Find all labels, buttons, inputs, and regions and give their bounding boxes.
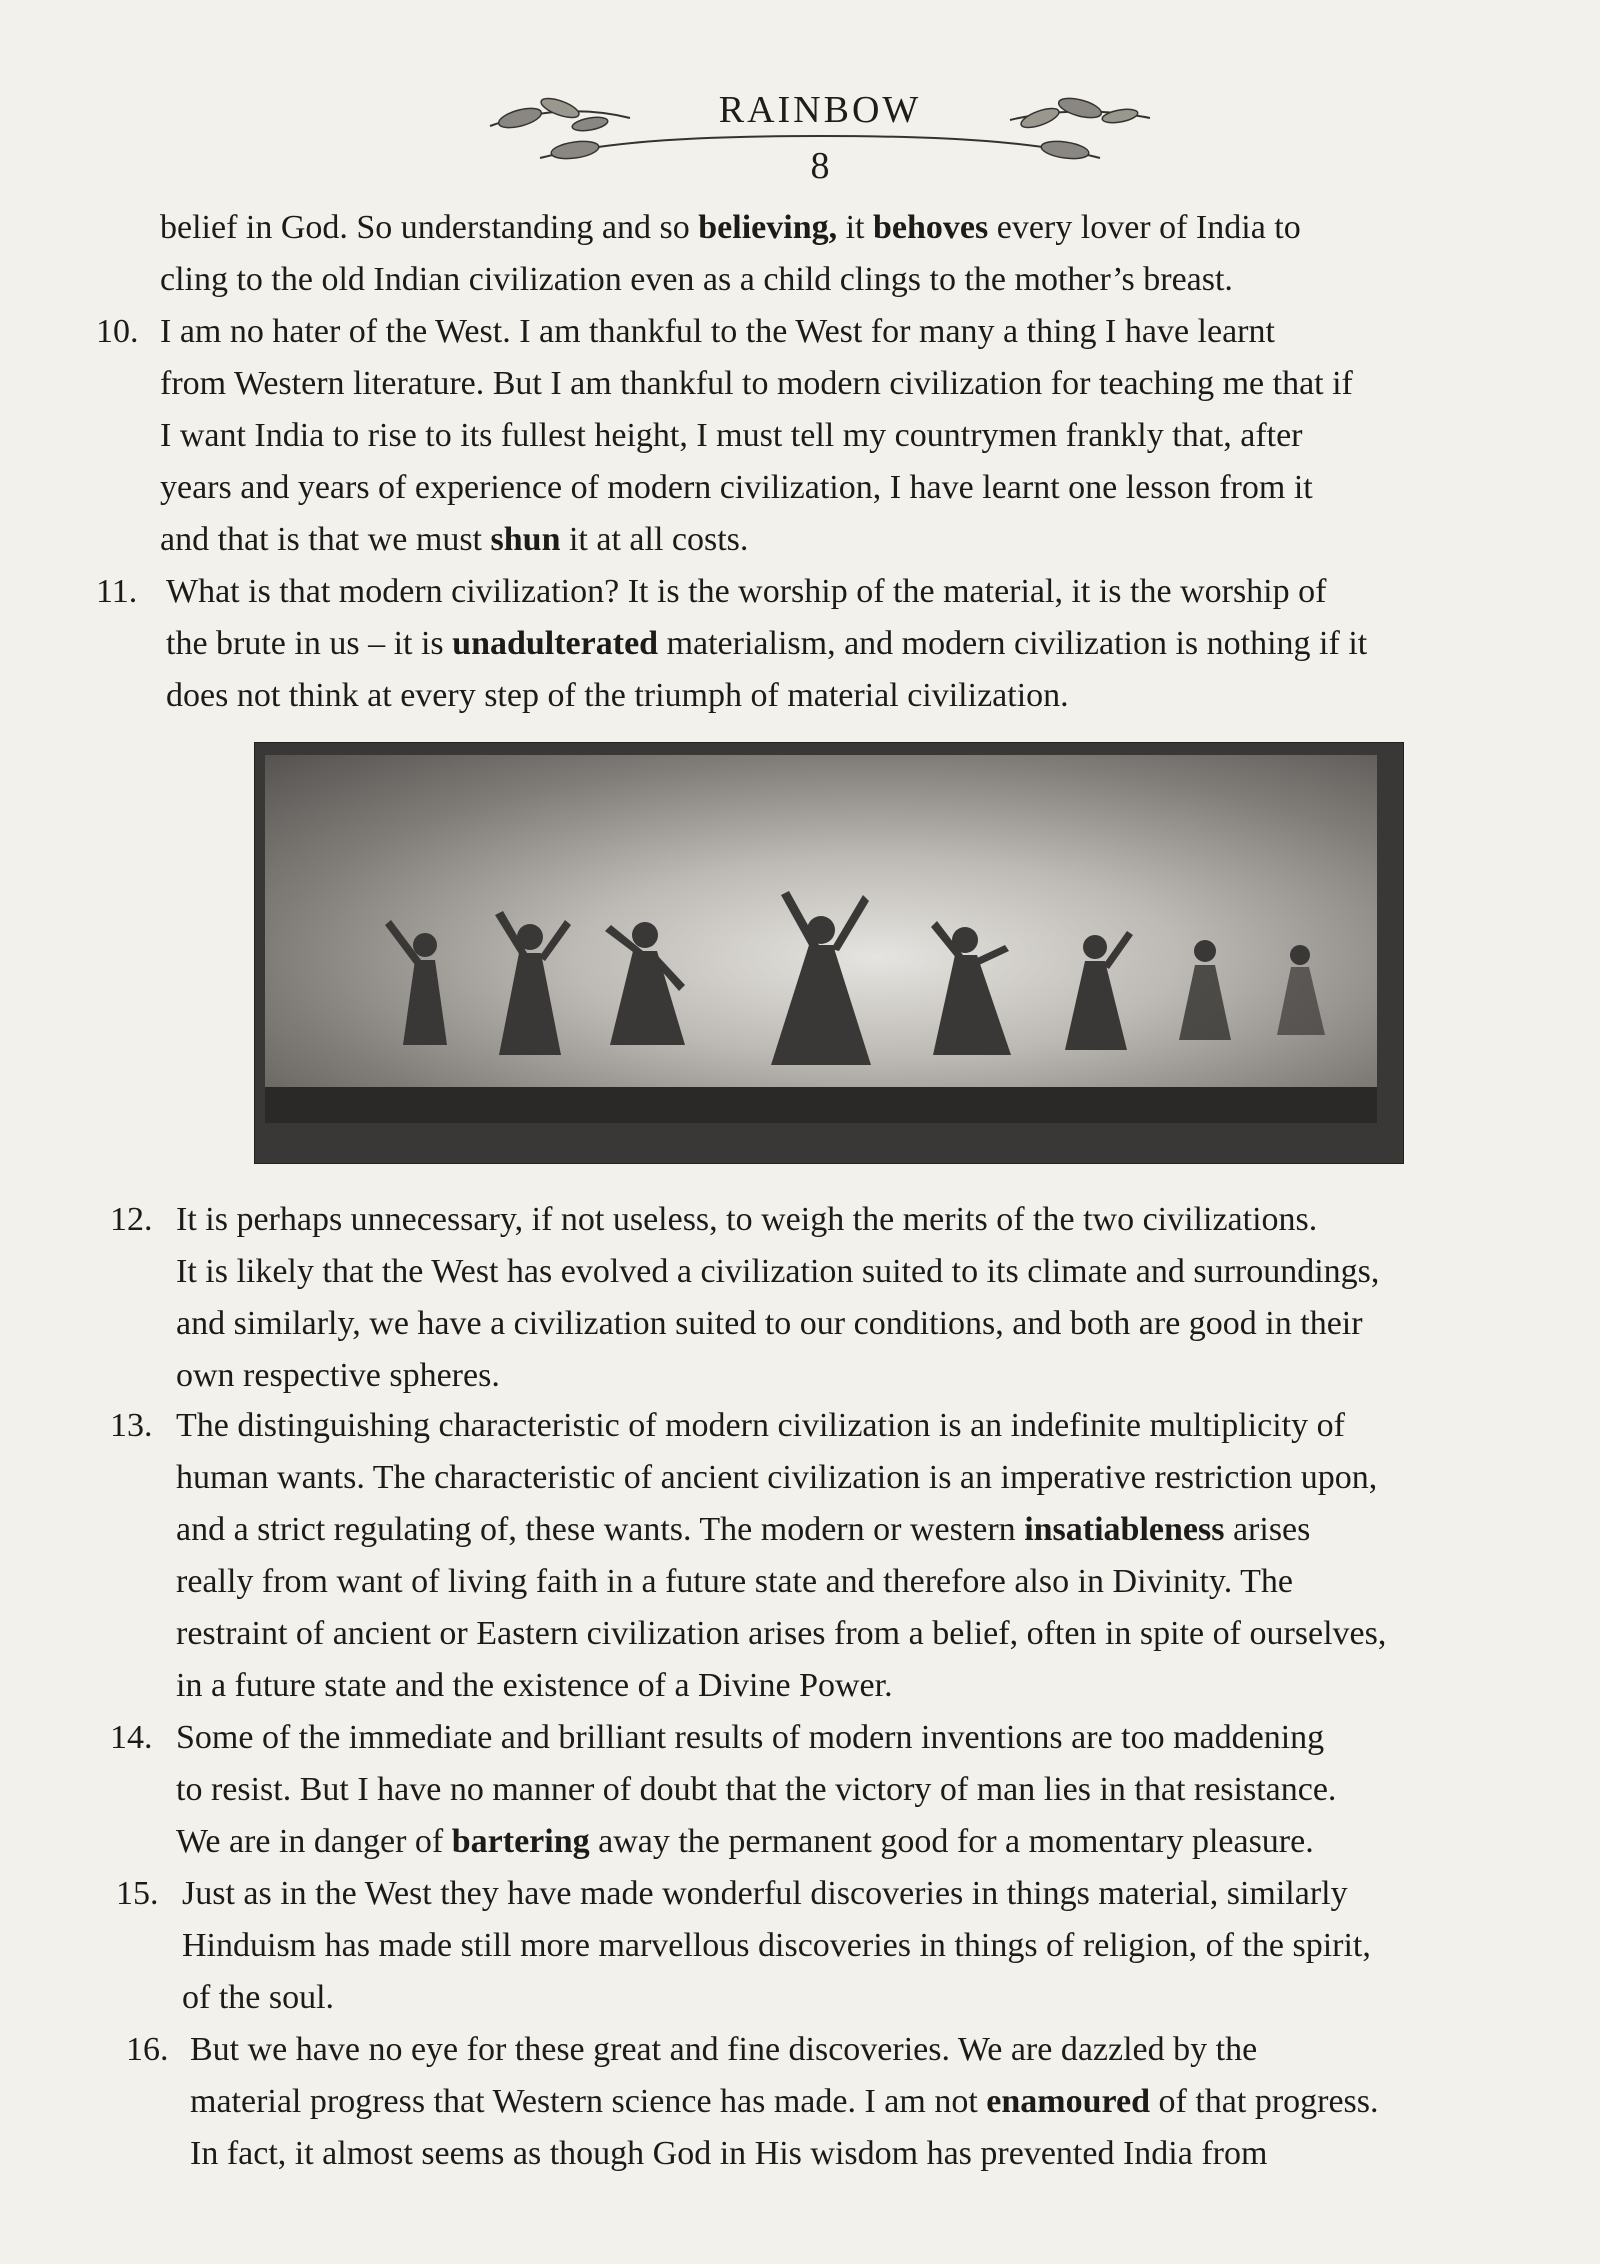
text-line: of the soul. bbox=[182, 1979, 335, 2016]
text-line: to resist. But I have no manner of doubt that the victory of man lies in that resistance. bbox=[176, 1771, 1337, 1808]
paragraph-11 bbox=[96, 566, 1367, 722]
paragraph-number: 13. bbox=[110, 1407, 153, 1444]
text-line: the brute in us – it is unadulterated materialism, and modern civilization is nothing if it bbox=[166, 625, 1368, 662]
text-line: material progress that Western science has made. I am not enamoured of that progress. bbox=[190, 2083, 1379, 2120]
vocab-word: behoves bbox=[873, 209, 989, 246]
paragraph-number: 15. bbox=[116, 1875, 159, 1912]
paragraph-13 bbox=[110, 1400, 1386, 1712]
stage-floor bbox=[265, 1087, 1377, 1123]
book-title: RAINBOW bbox=[718, 89, 922, 131]
text-line: human wants. The characteristic of ancient civilization is an imperative restriction upon, bbox=[176, 1459, 1378, 1496]
text-line: What is that modern civilization? It is the worship of the material, it is the worship of bbox=[166, 573, 1327, 610]
text-line: and similarly, we have a civilization suited to our conditions, and both are good in their bbox=[176, 1305, 1363, 1342]
page-number: 8 bbox=[810, 145, 830, 187]
text-line: restraint of ancient or Eastern civilization arises from a belief, often in spite of ourselves, bbox=[176, 1615, 1387, 1652]
text-line: belief in God. So understanding and so believing, it behoves every lover of India to bbox=[160, 209, 1301, 246]
text-line: own respective spheres. bbox=[176, 1357, 500, 1394]
text-line: But we have no eye for these great and fine discoveries. We are dazzled by the bbox=[190, 2031, 1258, 2068]
vocab-word: enamoured bbox=[986, 2083, 1151, 2120]
running-header bbox=[480, 78, 1160, 198]
text-line: years and years of experience of modern civilization, I have learnt one lesson from it bbox=[160, 469, 1313, 506]
paragraph-14 bbox=[110, 1712, 1336, 1868]
vocab-word: shun bbox=[490, 521, 561, 558]
text-line: The distinguishing characteristic of modern civilization is an indefinite multiplicity of bbox=[176, 1407, 1345, 1444]
paragraph-15 bbox=[116, 1868, 1371, 2024]
text-line: I want India to rise to its fullest height, I must tell my countrymen frankly that, after bbox=[160, 417, 1303, 454]
text-line: does not think at every step of the triumph of material civilization. bbox=[166, 677, 1069, 714]
paragraph-continuation bbox=[160, 202, 1301, 306]
vocab-word: believing, bbox=[698, 209, 838, 246]
text-line: It is likely that the West has evolved a civilization suited to its climate and surroundings, bbox=[176, 1253, 1380, 1290]
vocab-word: bartering bbox=[451, 1823, 590, 1860]
paragraph-number: 10. bbox=[96, 313, 139, 350]
text-line: It is perhaps unnecessary, if not useless, to weigh the merits of the two civilizations. bbox=[176, 1201, 1318, 1238]
text-line: Some of the immediate and brilliant results of modern inventions are too maddening bbox=[176, 1719, 1325, 1756]
text-line: and that is that we must shun it at all costs. bbox=[160, 521, 749, 558]
text-line: In fact, it almost seems as though God in His wisdom has prevented India from bbox=[190, 2135, 1268, 2172]
text-line: cling to the old Indian civilization even as a child clings to the mother’s breast. bbox=[160, 261, 1233, 298]
paragraph-number: 11. bbox=[96, 573, 138, 610]
vocab-word: insatiableness bbox=[1024, 1511, 1225, 1548]
text-line: in a future state and the existence of a Divine Power. bbox=[176, 1667, 893, 1704]
paragraph-10 bbox=[96, 306, 1353, 566]
vocab-word: unadulterated bbox=[452, 625, 659, 662]
paragraph-number: 16. bbox=[126, 2031, 169, 2068]
paragraph-number: 14. bbox=[110, 1719, 153, 1756]
text-line: really from want of living faith in a future state and therefore also in Divinity. The bbox=[176, 1563, 1293, 1600]
paragraph-number: 12. bbox=[110, 1201, 153, 1238]
text-line: We are in danger of bartering away the permanent good for a momentary pleasure. bbox=[176, 1823, 1314, 1860]
text-line: I am no hater of the West. I am thankful to the West for many a thing I have learnt bbox=[160, 313, 1275, 350]
dancers-illustration bbox=[254, 742, 1404, 1164]
text-line: Just as in the West they have made wonderful discoveries in things material, similarly bbox=[182, 1875, 1348, 1912]
paragraph-12 bbox=[110, 1194, 1379, 1402]
text-line: from Western literature. But I am thankful to modern civilization for teaching me that if bbox=[160, 365, 1353, 402]
text-line: and a strict regulating of, these wants. The modern or western insatiableness arises bbox=[176, 1511, 1311, 1548]
paragraph-16 bbox=[126, 2024, 1379, 2180]
text-line: Hinduism has made still more marvellous discoveries in things of religion, of the spirit, bbox=[182, 1927, 1371, 1964]
dancers-silhouette-photo-icon bbox=[265, 755, 1377, 1123]
